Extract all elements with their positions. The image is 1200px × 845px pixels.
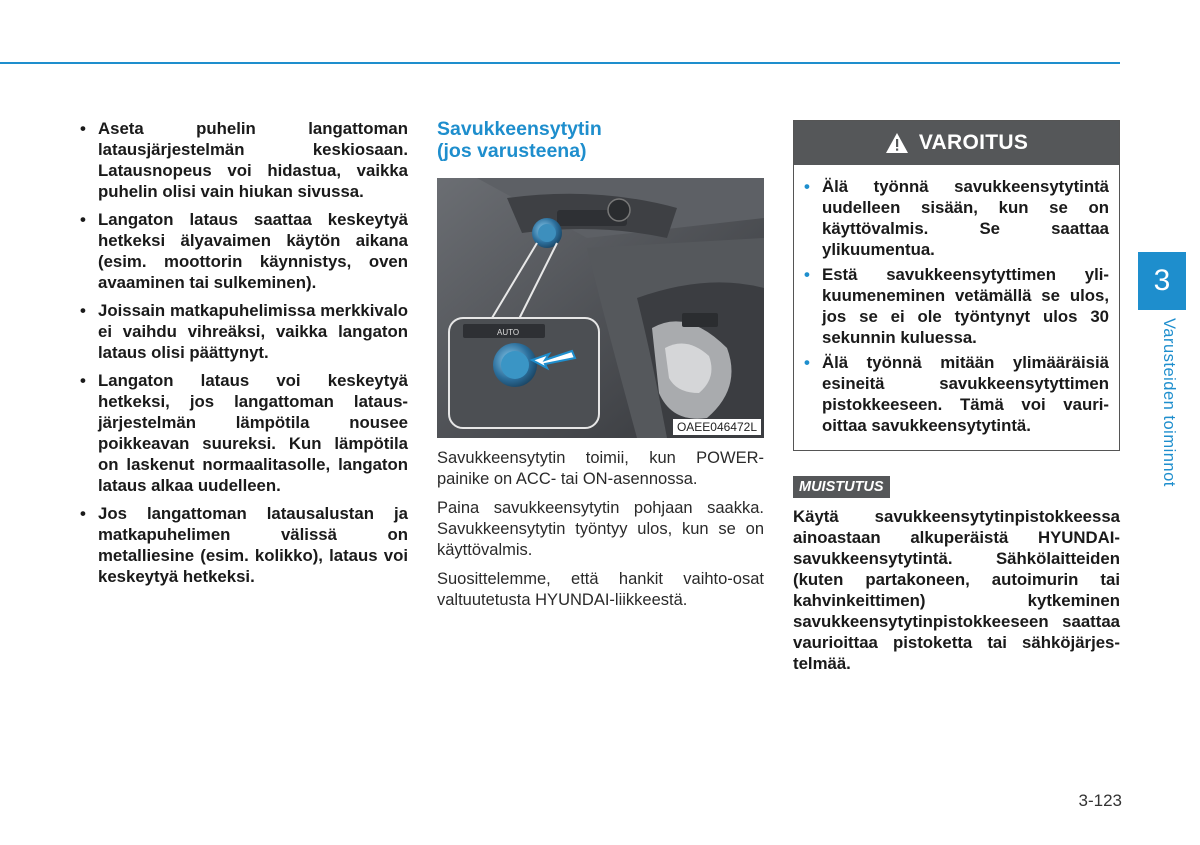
column-wireless-charging-notes — [78, 118, 408, 594]
chapter-title: Varusteiden toiminnot — [1160, 318, 1178, 487]
section-title-line1: Savukkeensytytin — [437, 118, 602, 140]
note-label: MUISTUTUS — [793, 476, 890, 498]
bullet-icon: • — [804, 177, 810, 196]
list-item: • Jos langattoman latausalustan ja matkapuhelimen välissä on metalliesine (esim. kolikko), lataus voi keskeytyä hetkeksi. — [80, 504, 408, 586]
list-item: • Langaton lataus saattaa keskeytyä hetkeksi älyavaimen käytön aikana (esim. moottorin käynnistys, oven avaaminen tai sulkeminen). — [80, 210, 408, 292]
list-item: • Joissain matkapuhelimissa merkkivalo ei vaihdu vihreäksi, vaikka langaton lataus olisi päättynyt. — [80, 301, 408, 362]
cigarette-lighter-figure — [437, 178, 764, 438]
chapter-number-tab: 3 — [1138, 252, 1186, 310]
section-title — [437, 118, 764, 162]
list-item: • Älä työnnä savukkeensytytintä uudelleen sisään, kun se on käyttövalmis. Se saattaa ylikuumentua. — [804, 177, 1109, 259]
column-cigarette-lighter — [437, 118, 764, 611]
section-title-line2: (jos varusteena) — [437, 140, 587, 162]
bullet-icon: • — [804, 265, 810, 284]
list-item: • Estä savukkeensytyttimen ylikuumeneminen vetämällä se ulos, jos se ei ole työntynyt ulos 30 sekunnin kuluessa. — [804, 265, 1109, 347]
bullet-icon: • — [80, 119, 86, 138]
list-item: • Aseta puhelin langattoman latausjärjestelmän keskiosaan. Latausnopeus voi hidastua, vaikka puhelin olisi vain hiukan sivussa. — [80, 119, 408, 201]
bullet-icon: • — [80, 301, 86, 320]
bullet-icon: • — [804, 353, 810, 372]
list-item: • Langaton lataus voi keskeytyä hetkeksi, jos langattoman latausjärjestelmän lämpötila nousee poikkeavan suureksi. Kun lämpötila on laskenut normaalitasolle, langaton lataus alkaa uudelleen. — [80, 371, 408, 495]
warning-list — [794, 165, 1119, 450]
bullet-icon: • — [80, 371, 86, 390]
paragraph: Paina savukkeensytytin pohjaan saakka. Savukkeensytytin työntyy ulos, kun se on käyttövalmis. — [437, 499, 764, 559]
figure-code: OAEE046472L — [673, 419, 761, 435]
top-rule — [0, 62, 1120, 64]
note-text: Käytä savukkeensytytinpistokkeessa ainoastaan alkuperäistä HYUNDAI-savukkeensytytintä. Sähkölaitteiden (kuten partakoneen, autoimurin tai kahvinkeittimen) kytkeminen savukkeensytytinpistokkeeseen saattaa vaurioittaa pistoketta tai sähköjärjestelmää. — [793, 507, 1120, 673]
paragraph: Suosittelemme, että hankit vaihto-osat valtuutetusta HYUNDAI-liikkeestä. — [437, 570, 764, 609]
paragraph: Savukkeensytytin toimii, kun POWER-painike on ACC- tai ON-asennossa. — [437, 449, 764, 488]
bullet-icon: • — [80, 504, 86, 523]
warning-icon — [885, 132, 909, 154]
bullet-list — [78, 118, 408, 587]
warning-header — [794, 121, 1119, 165]
list-item: • Älä työnnä mitään ylimääräisiä esineitä savukkeensytyttimen pistokkeeseen. Tämä voi vaurioittaa savukkeensytytintä. — [804, 353, 1109, 435]
page-number: 3-123 — [1078, 791, 1122, 810]
console-illustration — [437, 178, 764, 438]
warning-box — [793, 120, 1120, 451]
warning-title: VAROITUS — [918, 131, 1029, 154]
bullet-icon: • — [80, 210, 86, 229]
column-warnings — [793, 120, 1120, 674]
auto-button-label: AUTO — [497, 328, 520, 337]
